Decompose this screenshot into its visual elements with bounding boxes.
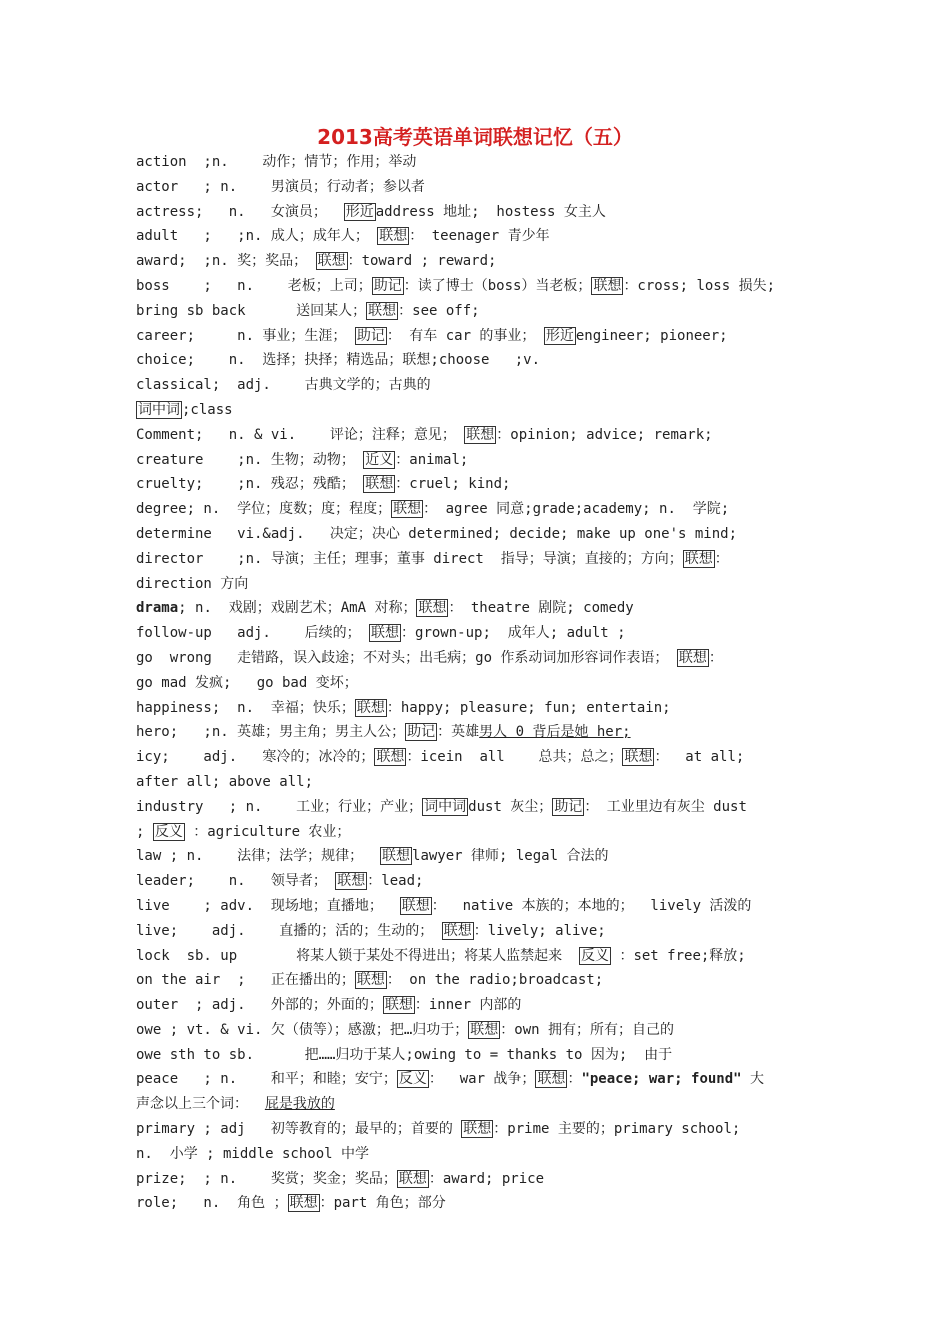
vocab-line — [136, 894, 816, 919]
line-text: ： war 战争； — [428, 1071, 536, 1088]
line-text: ：lively; alive; — [473, 922, 606, 939]
line-text: ;class — [182, 401, 233, 418]
tag-label: 联想 — [463, 1121, 492, 1138]
vocab-line — [136, 224, 816, 249]
line-text: ：opinion; advice; remark; — [496, 426, 713, 443]
tag-label: 联想 — [393, 501, 422, 518]
tag-label: 形近 — [545, 327, 574, 344]
line-text: actress; n. 女演员； — [136, 203, 344, 220]
line-text: owe sth to sb. 把……归功于某人;owing to = thanks to 因为; 由于 — [136, 1046, 673, 1063]
tag-label: 反义 — [398, 1071, 427, 1088]
line-text: ：英雄 — [437, 724, 480, 741]
line-text: ： — [714, 550, 729, 567]
line-text: ： agree 同意;grade;academy; n. 学院; — [423, 501, 730, 518]
tag-label: 联想 — [537, 1071, 566, 1088]
line-text: ：读了博士（boss）当老板； — [403, 277, 592, 294]
line-text: ： theatre 剧院; comedy — [448, 600, 634, 617]
line-text: lawyer 律师; legal 合法的 — [412, 848, 609, 865]
line-text: direction 方向 — [136, 575, 249, 592]
vocab-line — [136, 844, 816, 869]
vocab-line — [136, 720, 816, 745]
tag-label: 联想 — [678, 649, 707, 666]
vocab-line — [136, 324, 816, 349]
line-text: primary ; adj 初等教育的；最早的；首要的 — [136, 1121, 462, 1138]
line-text: go wrong 走错路，误入歧途；不对头；出毛病；go 作系动词加形容词作表语； — [136, 649, 677, 666]
line-text: prize; ; n. 奖赏；奖金；奖品； — [136, 1170, 397, 1187]
tag-label: 近义 — [365, 451, 394, 468]
line-text: industry ; n. 工业；行业；产业； — [136, 798, 423, 815]
line-text: Comment; n. & vi. 评论；注释；意见； — [136, 426, 465, 443]
line-text: 声念以上三个词： — [136, 1096, 265, 1113]
vocab-line — [136, 671, 816, 696]
line-text: ：inner 内部的 — [414, 997, 522, 1014]
line-text: follow-up adj. 后续的； — [136, 625, 370, 642]
line-text: ： native 本族的；本地的； lively 活泼的 — [431, 897, 752, 914]
vocab-line — [136, 1043, 816, 1068]
line-text: 男人 0 背后是她 her; — [479, 724, 631, 741]
line-text: creature ;n. 生物；动物； — [136, 451, 364, 468]
line-text: ：cross; loss 损失; — [623, 277, 776, 294]
tag-label: 联想 — [368, 302, 397, 319]
tag-label: 联想 — [371, 625, 400, 642]
vocab-line — [136, 621, 816, 646]
line-text: ： — [708, 649, 723, 666]
line-text: ：agriculture 农业； — [184, 823, 351, 840]
vocab-line — [136, 869, 816, 894]
line-text: classical; adj. 古典文学的；古典的 — [136, 377, 431, 394]
line-text: owe ; vt. & vi. 欠（债等）；感激；把…归功于； — [136, 1021, 469, 1038]
tag-label: 联想 — [379, 228, 408, 245]
line-text: live; adj. 直播的；活的；生动的； — [136, 922, 442, 939]
line-text: ：happy; pleasure; fun; entertain; — [386, 699, 671, 716]
vocab-line — [136, 150, 816, 175]
line-text: director ;n. 导演；主任；理事；董事 direct 指导；导演；直接的；方向； — [136, 550, 683, 567]
line-text: ：lead; — [367, 873, 424, 890]
vocabulary-list — [136, 150, 816, 1216]
tag-label: 联想 — [684, 550, 713, 567]
vocab-line — [136, 646, 816, 671]
vocab-line — [136, 770, 816, 795]
vocab-line — [136, 448, 816, 473]
tag-label: 联想 — [317, 253, 346, 270]
line-text: actor ; n. 男演员；行动者；参以者 — [136, 178, 425, 195]
line-text: ： — [567, 1071, 582, 1088]
line-text: ：cruel; kind; — [395, 476, 511, 493]
line-text: live ; adv. 现场地；直播地； — [136, 897, 400, 914]
tag-label: 联想 — [466, 426, 495, 443]
line-text: ： on the radio;broadcast; — [386, 972, 604, 989]
tag-label: 联想 — [356, 972, 385, 989]
line-text: drama — [136, 600, 179, 617]
tag-label: 联想 — [470, 1021, 499, 1038]
tag-label: 联想 — [384, 997, 413, 1014]
tag-label: 联想 — [398, 1170, 427, 1187]
tag-label: 联想 — [356, 699, 385, 716]
vocab-line — [136, 299, 816, 324]
line-text: leader; n. 领导者； — [136, 873, 336, 890]
line-text: address 地址; hostess 女主人 — [375, 203, 606, 220]
line-text: ： 有车 car 的事业； — [386, 327, 544, 344]
tag-label: 联想 — [401, 897, 430, 914]
tag-label: 联想 — [443, 922, 472, 939]
tag-label: 助记 — [554, 798, 583, 815]
vocab-line — [136, 1191, 816, 1216]
tag-label: 词中词 — [424, 798, 467, 815]
line-text: ：toward ; reward; — [347, 253, 497, 270]
line-text: 屁是我放的 — [264, 1096, 335, 1113]
line-text: ：set free;释放; — [611, 947, 746, 964]
page-title: 2013高考英语单词联想记忆（五） — [317, 125, 633, 149]
vocab-line — [136, 472, 816, 497]
vocab-line — [136, 522, 816, 547]
vocab-line — [136, 1167, 816, 1192]
tag-label: 助记 — [373, 277, 402, 294]
line-text: ; — [136, 823, 153, 840]
vocab-line — [136, 1067, 816, 1092]
line-text: "peace; war; found" — [581, 1071, 742, 1088]
line-text: adult ; ;n. 成人；成年人； — [136, 228, 378, 245]
line-text: on the air ; 正在播出的； — [136, 972, 355, 989]
vocab-line — [136, 696, 816, 721]
line-text: choice; n. 选择；抉择；精选品；联想;choose ;v. — [136, 352, 541, 369]
tag-label: 助记 — [407, 724, 436, 741]
line-text: ： at all; — [654, 749, 745, 766]
vocab-line — [136, 373, 816, 398]
tag-label: 反义 — [154, 823, 183, 840]
line-text: action ;n. 动作；情节；作用；举动 — [136, 154, 417, 170]
line-text: dust 灰尘； — [468, 798, 553, 815]
vocab-line — [136, 398, 816, 423]
line-text: ：award; price — [428, 1170, 545, 1187]
line-text: ： teenager 青少年 — [409, 228, 550, 245]
line-text: ：icein all 总共；总之； — [406, 749, 623, 766]
line-text: lock sb. up 将某人锁于某处不得进出；将某人监禁起来 — [136, 947, 580, 964]
line-text: bring sb back 送回某人； — [136, 302, 367, 319]
tag-label: 反义 — [581, 947, 610, 964]
vocab-line — [136, 1092, 816, 1117]
line-text: happiness; n. 幸福；快乐； — [136, 699, 355, 716]
line-text: ：part 角色；部分 — [319, 1195, 446, 1212]
line-text: law ; n. 法律；法学；规律； — [136, 848, 381, 865]
vocab-line — [136, 1018, 816, 1043]
tag-label: 联想 — [624, 749, 653, 766]
line-text: cruelty; ;n. 残忍；残酷； — [136, 476, 364, 493]
vocab-line — [136, 348, 816, 373]
line-text: role; n. 角色 ； — [136, 1195, 288, 1212]
tag-label: 联想 — [382, 848, 411, 865]
vocab-line — [136, 820, 816, 845]
vocab-line — [136, 968, 816, 993]
line-text: ：own 拥有；所有；自己的 — [500, 1021, 675, 1038]
line-text: outer ; adj. 外部的；外面的； — [136, 997, 383, 1014]
vocab-line — [136, 175, 816, 200]
vocab-line — [136, 547, 816, 572]
tag-label: 联想 — [337, 873, 366, 890]
line-text: ：see off; — [398, 302, 480, 319]
line-text: 大 — [741, 1071, 765, 1088]
vocab-line — [136, 1142, 816, 1167]
line-text: peace ; n. 和平；和睦；安宁； — [136, 1071, 397, 1088]
line-text: hero; ;n. 英雄；男主角；男主人公； — [136, 724, 406, 741]
vocab-line — [136, 795, 816, 820]
tag-label: 助记 — [356, 327, 385, 344]
tag-label: 联想 — [289, 1195, 318, 1212]
line-text: ：prime 主要的；primary school; — [493, 1121, 741, 1138]
line-text: icy; adj. 寒冷的；冰冷的； — [136, 749, 375, 766]
line-text: boss ; n. 老板；上司； — [136, 277, 372, 294]
vocab-line — [136, 919, 816, 944]
line-text: career; n. 事业；生涯； — [136, 327, 355, 344]
tag-label: 形近 — [345, 203, 374, 220]
line-text: ：animal; — [395, 451, 469, 468]
line-text: ： 工业里边有灰尘 dust — [584, 798, 747, 815]
vocab-line — [136, 200, 816, 225]
vocab-line — [136, 423, 816, 448]
line-text: ：grown-up; 成年人; adult ; — [401, 625, 626, 642]
tag-label: 联想 — [376, 749, 405, 766]
vocab-line — [136, 944, 816, 969]
vocab-line — [136, 497, 816, 522]
vocab-line — [136, 249, 816, 274]
tag-label: 联想 — [593, 277, 622, 294]
line-text: ; n. 戏剧；戏剧艺术；AmA 对称； — [178, 600, 417, 617]
vocab-line — [136, 274, 816, 299]
vocab-line — [136, 745, 816, 770]
line-text: award; ;n. 奖；奖品； — [136, 253, 316, 270]
vocab-line — [136, 993, 816, 1018]
line-text: go mad 发疯; go bad 变坏； — [136, 674, 358, 691]
line-text: engineer; pioneer; — [575, 327, 728, 344]
tag-label: 词中词 — [138, 401, 180, 418]
tag-label: 联想 — [365, 476, 394, 493]
line-text: determine vi.&adj. 决定；决心 determined; decide; make up one's mind; — [136, 525, 738, 542]
line-text: after all; above all; — [136, 773, 314, 790]
vocab-line — [136, 572, 816, 597]
tag-label: 联想 — [418, 600, 447, 617]
vocab-line — [136, 1117, 816, 1142]
vocab-line — [136, 596, 816, 621]
line-text: degree; n. 学位；度数；度；程度； — [136, 501, 392, 518]
line-text: n. 小学 ; middle school 中学 — [136, 1145, 370, 1162]
